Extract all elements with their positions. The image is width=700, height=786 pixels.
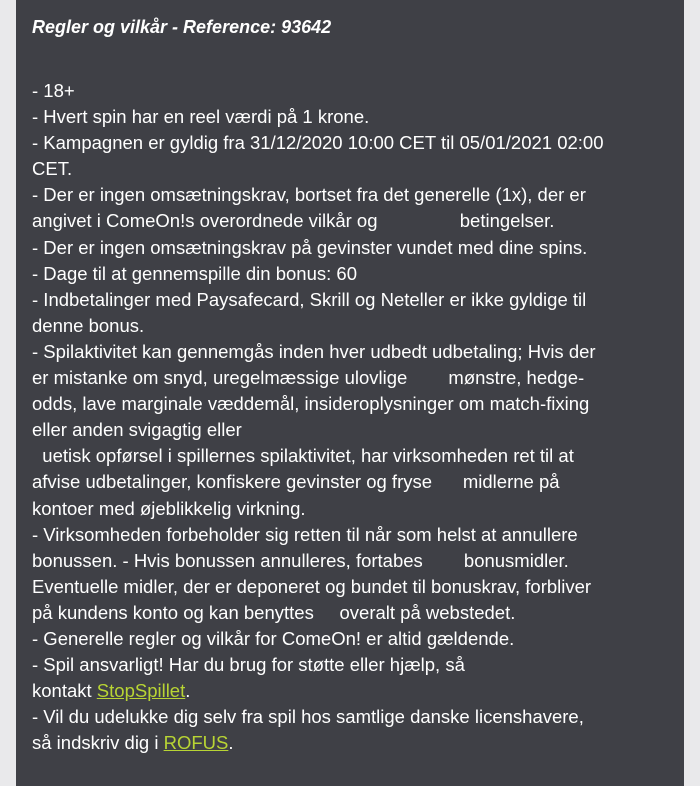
terms-line: CET. bbox=[32, 158, 73, 180]
stopspillet-prefix: kontakt bbox=[32, 680, 97, 702]
rofus-suffix: . bbox=[228, 732, 234, 754]
rofus-line bbox=[32, 730, 684, 756]
terms-body bbox=[32, 78, 684, 756]
terms-line: - Spilaktivitet kan gennemgås inden hver udbedt udbetaling; Hvis der bbox=[32, 340, 596, 362]
terms-line: - Der er ingen omsætningskrav, bortset fra det generelle (1x), der er bbox=[32, 184, 586, 206]
terms-line: bonussen. - Hvis bonussen annulleres, fortabes bonusmidler. bbox=[32, 549, 569, 571]
terms-line: kontoer med øjeblikkelig virkning. bbox=[32, 497, 306, 519]
terms-line: - Spil ansvarligt! Har du brug for støtte eller hjælp, så bbox=[32, 654, 465, 676]
terms-line: - Kampagnen er gyldig fra 31/12/2020 10:00 CET til 05/01/2021 02:00 bbox=[32, 132, 604, 154]
terms-line: uetisk opførsel i spillernes spilaktivitet, har virksomheden ret til at bbox=[32, 445, 574, 467]
terms-line: Eventuelle midler, der er deponeret og bundet til bonuskrav, forbliver bbox=[32, 575, 592, 597]
terms-line: - Vil du udelukke dig selv fra spil hos samtlige danske licenshavere, bbox=[32, 706, 584, 728]
stopspillet-line bbox=[32, 678, 684, 704]
terms-line: - Indbetalinger med Paysafecard, Skrill og Neteller er ikke gyldige til bbox=[32, 288, 587, 310]
terms-panel bbox=[16, 0, 684, 786]
rofus-prefix: så indskriv dig i bbox=[32, 732, 164, 754]
stopspillet-link[interactable]: StopSpillet bbox=[96, 680, 186, 702]
terms-title: Regler og vilkår - Reference: 93642 bbox=[32, 17, 332, 37]
terms-line: odds, lave marginale væddemål, insideroplysninger om match-fixing bbox=[32, 393, 590, 415]
terms-line: denne bonus. bbox=[32, 314, 145, 336]
terms-line: er mistanke om snyd, uregelmæssige ulovlige mønstre, hedge- bbox=[32, 367, 585, 389]
terms-line: på kundens konto og kan benyttes overalt på webstedet. bbox=[32, 601, 516, 623]
rofus-link[interactable]: ROFUS bbox=[163, 732, 229, 754]
terms-line: angivet i ComeOn!s overordnede vilkår og betingelser. bbox=[32, 210, 555, 232]
stopspillet-suffix: . bbox=[185, 680, 191, 702]
terms-line: afvise udbetalinger, konfiskere gevinster og fryse midlerne på bbox=[32, 471, 560, 493]
terms-line: - Hvert spin har en reel værdi på 1 krone. bbox=[32, 106, 370, 128]
terms-line: eller anden svigagtig eller bbox=[32, 419, 242, 441]
terms-line: - 18+ bbox=[32, 80, 75, 101]
terms-line: - Dage til at gennemspille din bonus: 60 bbox=[32, 262, 357, 284]
terms-line: - Virksomheden forbeholder sig retten til når som helst at annullere bbox=[32, 523, 578, 545]
terms-line: - Der er ingen omsætningskrav på gevinster vundet med dine spins. bbox=[32, 236, 588, 258]
terms-line: - Generelle regler og vilkår for ComeOn! er altid gældende. bbox=[32, 627, 515, 649]
